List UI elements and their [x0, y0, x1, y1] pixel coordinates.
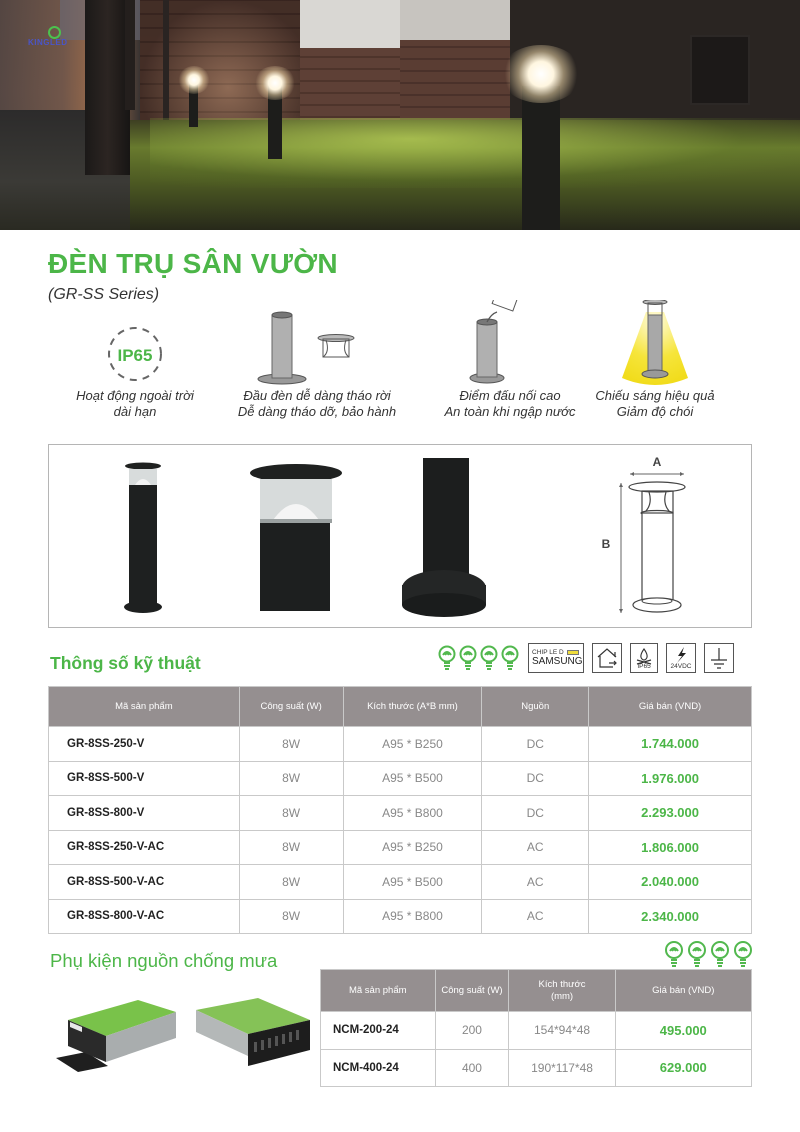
table-row — [49, 865, 752, 900]
source: DC — [482, 727, 589, 762]
hero-tree-branch — [125, 0, 135, 110]
feature-caption-line2: An toàn khi ngập nước — [444, 404, 576, 419]
table-row — [49, 830, 752, 865]
power: 8W — [239, 761, 343, 796]
table-row — [49, 796, 752, 831]
power: 8W — [239, 727, 343, 762]
price: 1.744.000 — [589, 727, 752, 762]
product-code: GR-8SS-500-V-AC — [49, 865, 240, 900]
col-header: Mã sản phẩm — [321, 970, 436, 1012]
size: A95 * B800 — [343, 899, 482, 934]
power: 8W — [239, 830, 343, 865]
power: 8W — [239, 796, 343, 831]
hero-tree-trunk — [85, 0, 130, 175]
source: AC — [482, 865, 589, 900]
feature-efficient-lighting — [560, 300, 750, 420]
hero-lawn-glow — [150, 118, 800, 188]
chip-label: CHIP LE D — [532, 649, 564, 656]
power: 8W — [239, 899, 343, 934]
price: 2.040.000 — [589, 865, 752, 900]
svg-text:IP65: IP65 — [117, 346, 153, 365]
detachable-head-icon — [222, 300, 412, 388]
table-row — [49, 727, 752, 762]
samsung-chip-icon — [528, 643, 584, 673]
price: 629.000 — [615, 1049, 751, 1087]
svg-text:A: A — [652, 455, 662, 469]
ip65-label: IP65 — [637, 662, 651, 670]
accessories-section-title: Phụ kiện nguồn chống mưa — [50, 950, 278, 971]
feature-caption-line1: Hoạt động ngoài trời — [76, 388, 194, 403]
brand-logo — [26, 26, 78, 50]
accessories-table — [320, 969, 752, 1087]
source: DC — [482, 796, 589, 831]
col-header-line1: Kích thước — [538, 978, 586, 990]
product-code: GR-8SS-250-V-AC — [49, 830, 240, 865]
spec-table — [48, 686, 752, 934]
product-code: NCM-200-24 — [321, 1012, 436, 1050]
size: A95 * B500 — [343, 865, 482, 900]
product-code: NCM-400-24 — [321, 1049, 436, 1087]
indoor-outdoor-house-icon — [592, 643, 622, 673]
spec-section-title: Thông số kỹ thuật — [50, 653, 201, 673]
price: 1.806.000 — [589, 830, 752, 865]
price: 2.340.000 — [589, 899, 752, 934]
product-code: GR-8SS-800-V — [49, 796, 240, 831]
samsung-label: SAMSUNG — [532, 656, 583, 667]
source: AC — [482, 899, 589, 934]
ip65-badge-icon — [40, 300, 230, 388]
accessories-table-header — [321, 970, 752, 1012]
product-code: GR-8SS-500-V — [49, 761, 240, 796]
col-header — [509, 970, 615, 1012]
col-header: Nguồn — [482, 687, 589, 727]
table-row — [49, 761, 752, 796]
energy-bulb-icons — [438, 645, 520, 671]
col-header: Mã sản phẩm — [49, 687, 240, 727]
power: 8W — [239, 865, 343, 900]
hero-bollard-light — [500, 45, 582, 103]
col-header: Kích thước (A*B mm) — [343, 687, 482, 727]
hero-photo — [0, 0, 800, 230]
power: 200 — [435, 1012, 509, 1050]
hero-bollard-large — [522, 86, 560, 230]
size: A95 * B250 — [343, 727, 482, 762]
24vdc-label: 24VDC — [670, 662, 692, 670]
efficient-lighting-icon — [560, 300, 750, 388]
source: DC — [482, 761, 589, 796]
price: 1.976.000 — [589, 761, 752, 796]
size: A95 * B250 — [343, 830, 482, 865]
feature-caption-line1: Đầu đèn dễ dàng tháo rời — [243, 388, 391, 403]
page-subtitle: (GR-SS Series) — [48, 286, 160, 303]
size: 190*117*48 — [509, 1049, 615, 1087]
energy-bulb-icons — [664, 940, 754, 968]
certification-icons — [438, 643, 734, 673]
ip65-waterproof-icon — [630, 643, 658, 673]
size: 154*94*48 — [509, 1012, 615, 1050]
power-supply-photos — [48, 980, 318, 1072]
hero-bollard-light — [178, 66, 210, 94]
hero-wall-brick-right — [300, 48, 400, 128]
col-header: Giá bán (VND) — [615, 970, 751, 1012]
price: 495.000 — [615, 1012, 751, 1050]
feature-caption-line2: Dễ dàng tháo dỡ, bảo hành — [237, 404, 397, 419]
size: A95 * B500 — [343, 761, 482, 796]
voltage-24vdc-icon — [666, 643, 696, 673]
col-header: Giá bán (VND) — [589, 687, 752, 727]
power: 400 — [435, 1049, 509, 1087]
size: A95 * B800 — [343, 796, 482, 831]
table-row — [321, 1049, 752, 1087]
col-header-line2: (mm) — [550, 990, 574, 1002]
hero-pipe — [163, 0, 169, 122]
table-row — [321, 1012, 752, 1050]
price: 2.293.000 — [589, 796, 752, 831]
eco-bulb-icon — [438, 645, 520, 671]
product-photos — [49, 445, 753, 629]
page-title: ĐÈN TRỤ SÂN VƯỜN — [48, 248, 338, 279]
table-row — [49, 899, 752, 934]
feature-caption-line2: dài hạn — [113, 404, 157, 419]
spec-table-header — [49, 687, 752, 727]
feature-caption-line2: Giảm độ chói — [616, 404, 694, 419]
svg-text:B: B — [601, 537, 611, 551]
hero-bollard-light — [254, 66, 296, 100]
hero-wall-brick-2 — [400, 40, 510, 130]
col-header: Công suất (W) — [435, 970, 509, 1012]
product-code: GR-8SS-250-V — [49, 727, 240, 762]
feature-caption-line1: Chiếu sáng hiệu quả — [595, 388, 715, 403]
logo-text: KINGLED — [28, 38, 68, 47]
eco-bulb-icon — [664, 940, 754, 968]
hero-window — [690, 35, 750, 105]
hero-wall-plaster-2 — [400, 0, 510, 45]
hero-wall-plaster — [300, 0, 400, 55]
feature-ip65 — [40, 300, 230, 420]
col-header: Công suất (W) — [239, 687, 343, 727]
chip-swatch — [567, 650, 579, 655]
product-code: GR-8SS-800-V-AC — [49, 899, 240, 934]
feature-detachable — [222, 300, 412, 420]
source: AC — [482, 830, 589, 865]
product-image-panel — [48, 444, 752, 628]
feature-caption-line1: Điểm đấu nối cao — [459, 388, 561, 403]
ground-icon — [704, 643, 734, 673]
